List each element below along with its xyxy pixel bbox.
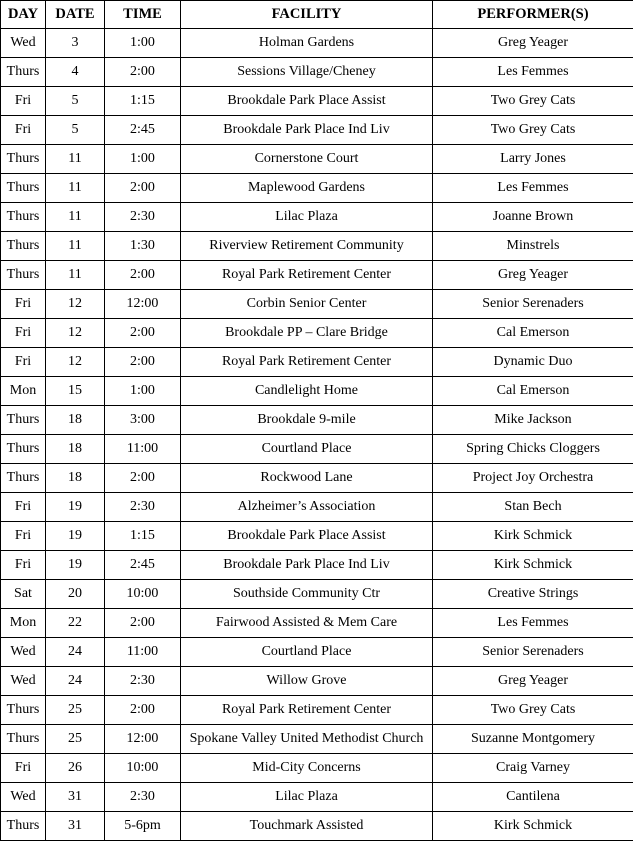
cell-day: Thurs	[1, 203, 46, 232]
cell-date: 12	[46, 290, 105, 319]
cell-performers: Stan Bech	[433, 493, 633, 522]
table-row	[1, 87, 633, 116]
cell-date: 5	[46, 87, 105, 116]
table-row	[1, 290, 633, 319]
cell-facility: Candlelight Home	[181, 377, 433, 406]
cell-day: Thurs	[1, 696, 46, 725]
header-date: DATE	[46, 1, 105, 29]
cell-date: 22	[46, 609, 105, 638]
cell-performers: Craig Varney	[433, 754, 633, 783]
cell-performers: Cantilena	[433, 783, 633, 812]
cell-time: 2:00	[105, 348, 181, 377]
cell-time: 1:30	[105, 232, 181, 261]
cell-performers: Cal Emerson	[433, 377, 633, 406]
cell-day: Thurs	[1, 145, 46, 174]
cell-date: 31	[46, 812, 105, 841]
cell-facility: Royal Park Retirement Center	[181, 348, 433, 377]
cell-time: 1:00	[105, 29, 181, 58]
cell-time: 11:00	[105, 638, 181, 667]
cell-date: 15	[46, 377, 105, 406]
cell-time: 2:00	[105, 464, 181, 493]
cell-time: 2:00	[105, 58, 181, 87]
cell-facility: Spokane Valley United Methodist Church	[181, 725, 433, 754]
cell-day: Fri	[1, 551, 46, 580]
table-row	[1, 145, 633, 174]
cell-date: 11	[46, 174, 105, 203]
cell-time: 3:00	[105, 406, 181, 435]
cell-time: 12:00	[105, 725, 181, 754]
cell-facility: Royal Park Retirement Center	[181, 261, 433, 290]
header-row	[1, 1, 633, 29]
cell-time: 2:00	[105, 174, 181, 203]
table-row	[1, 696, 633, 725]
table-row	[1, 725, 633, 754]
cell-facility: Brookdale Park Place Ind Liv	[181, 551, 433, 580]
cell-date: 4	[46, 58, 105, 87]
cell-day: Thurs	[1, 232, 46, 261]
cell-date: 24	[46, 667, 105, 696]
cell-facility: Holman Gardens	[181, 29, 433, 58]
cell-date: 19	[46, 522, 105, 551]
table-row	[1, 580, 633, 609]
cell-facility: Brookdale 9-mile	[181, 406, 433, 435]
cell-time: 2:00	[105, 609, 181, 638]
cell-time: 1:15	[105, 87, 181, 116]
cell-facility: Southside Community Ctr	[181, 580, 433, 609]
cell-date: 11	[46, 261, 105, 290]
cell-day: Fri	[1, 522, 46, 551]
cell-date: 25	[46, 696, 105, 725]
cell-day: Thurs	[1, 174, 46, 203]
header-performers: PERFORMER(S)	[433, 1, 633, 29]
table-row	[1, 174, 633, 203]
cell-performers: Les Femmes	[433, 174, 633, 203]
cell-day: Thurs	[1, 435, 46, 464]
cell-time: 2:30	[105, 783, 181, 812]
cell-day: Sat	[1, 580, 46, 609]
header-time: TIME	[105, 1, 181, 29]
cell-performers: Joanne Brown	[433, 203, 633, 232]
cell-day: Mon	[1, 609, 46, 638]
cell-performers: Mike Jackson	[433, 406, 633, 435]
cell-facility: Brookdale Park Place Ind Liv	[181, 116, 433, 145]
cell-time: 2:00	[105, 261, 181, 290]
cell-date: 12	[46, 348, 105, 377]
table-row	[1, 203, 633, 232]
cell-performers: Les Femmes	[433, 58, 633, 87]
cell-date: 5	[46, 116, 105, 145]
table-row	[1, 812, 633, 841]
cell-time: 1:00	[105, 145, 181, 174]
cell-facility: Brookdale Park Place Assist	[181, 522, 433, 551]
cell-time: 2:30	[105, 667, 181, 696]
cell-performers: Kirk Schmick	[433, 551, 633, 580]
cell-performers: Two Grey Cats	[433, 116, 633, 145]
cell-facility: Corbin Senior Center	[181, 290, 433, 319]
table-row	[1, 609, 633, 638]
header-facility: FACILITY	[181, 1, 433, 29]
cell-facility: Brookdale PP – Clare Bridge	[181, 319, 433, 348]
cell-performers: Greg Yeager	[433, 261, 633, 290]
cell-facility: Sessions Village/Cheney	[181, 58, 433, 87]
table-row	[1, 783, 633, 812]
cell-date: 19	[46, 551, 105, 580]
table-row	[1, 667, 633, 696]
cell-time: 1:15	[105, 522, 181, 551]
cell-date: 18	[46, 406, 105, 435]
cell-time: 2:30	[105, 493, 181, 522]
table-row	[1, 261, 633, 290]
cell-facility: Riverview Retirement Community	[181, 232, 433, 261]
cell-day: Thurs	[1, 58, 46, 87]
table-row	[1, 551, 633, 580]
cell-facility: Lilac Plaza	[181, 203, 433, 232]
cell-day: Thurs	[1, 725, 46, 754]
cell-performers: Project Joy Orchestra	[433, 464, 633, 493]
cell-performers: Spring Chicks Cloggers	[433, 435, 633, 464]
cell-date: 24	[46, 638, 105, 667]
cell-time: 2:30	[105, 203, 181, 232]
cell-facility: Willow Grove	[181, 667, 433, 696]
table-row	[1, 493, 633, 522]
cell-time: 11:00	[105, 435, 181, 464]
cell-day: Mon	[1, 377, 46, 406]
cell-performers: Les Femmes	[433, 609, 633, 638]
cell-facility: Rockwood Lane	[181, 464, 433, 493]
cell-day: Thurs	[1, 464, 46, 493]
cell-day: Fri	[1, 754, 46, 783]
cell-day: Wed	[1, 638, 46, 667]
cell-facility: Alzheimer’s Association	[181, 493, 433, 522]
table-row	[1, 377, 633, 406]
cell-facility: Brookdale Park Place Assist	[181, 87, 433, 116]
cell-performers: Two Grey Cats	[433, 696, 633, 725]
table-row	[1, 319, 633, 348]
cell-date: 26	[46, 754, 105, 783]
cell-performers: Suzanne Montgomery	[433, 725, 633, 754]
cell-date: 18	[46, 464, 105, 493]
cell-facility: Lilac Plaza	[181, 783, 433, 812]
cell-date: 11	[46, 232, 105, 261]
cell-performers: Kirk Schmick	[433, 812, 633, 841]
cell-facility: Courtland Place	[181, 435, 433, 464]
cell-day: Fri	[1, 87, 46, 116]
table-row	[1, 435, 633, 464]
table-row	[1, 29, 633, 58]
table-row	[1, 58, 633, 87]
cell-performers: Senior Serenaders	[433, 290, 633, 319]
table-row	[1, 522, 633, 551]
cell-performers: Dynamic Duo	[433, 348, 633, 377]
cell-performers: Greg Yeager	[433, 667, 633, 696]
cell-performers: Senior Serenaders	[433, 638, 633, 667]
cell-time: 10:00	[105, 580, 181, 609]
table-row	[1, 464, 633, 493]
cell-performers: Larry Jones	[433, 145, 633, 174]
cell-day: Fri	[1, 348, 46, 377]
table-row	[1, 638, 633, 667]
cell-performers: Cal Emerson	[433, 319, 633, 348]
cell-time: 5-6pm	[105, 812, 181, 841]
cell-date: 3	[46, 29, 105, 58]
cell-time: 12:00	[105, 290, 181, 319]
cell-time: 2:45	[105, 116, 181, 145]
cell-facility: Courtland Place	[181, 638, 433, 667]
cell-performers: Kirk Schmick	[433, 522, 633, 551]
cell-date: 25	[46, 725, 105, 754]
cell-date: 12	[46, 319, 105, 348]
cell-performers: Greg Yeager	[433, 29, 633, 58]
table-row	[1, 754, 633, 783]
cell-performers: Minstrels	[433, 232, 633, 261]
cell-date: 20	[46, 580, 105, 609]
table-row	[1, 348, 633, 377]
cell-date: 11	[46, 145, 105, 174]
cell-facility: Touchmark Assisted	[181, 812, 433, 841]
cell-facility: Fairwood Assisted & Mem Care	[181, 609, 433, 638]
cell-date: 19	[46, 493, 105, 522]
cell-time: 2:00	[105, 696, 181, 725]
cell-day: Thurs	[1, 261, 46, 290]
table-row	[1, 232, 633, 261]
cell-facility: Cornerstone Court	[181, 145, 433, 174]
cell-facility: Maplewood Gardens	[181, 174, 433, 203]
cell-facility: Mid-City Concerns	[181, 754, 433, 783]
cell-date: 18	[46, 435, 105, 464]
cell-facility: Royal Park Retirement Center	[181, 696, 433, 725]
cell-day: Wed	[1, 783, 46, 812]
cell-time: 2:00	[105, 319, 181, 348]
cell-day: Wed	[1, 29, 46, 58]
cell-date: 31	[46, 783, 105, 812]
cell-day: Fri	[1, 319, 46, 348]
schedule-body	[1, 29, 633, 841]
table-row	[1, 116, 633, 145]
cell-day: Thurs	[1, 406, 46, 435]
cell-day: Fri	[1, 116, 46, 145]
cell-day: Fri	[1, 290, 46, 319]
cell-day: Fri	[1, 493, 46, 522]
header-day: DAY	[1, 1, 46, 29]
cell-date: 11	[46, 203, 105, 232]
table-row	[1, 406, 633, 435]
cell-time: 10:00	[105, 754, 181, 783]
cell-time: 2:45	[105, 551, 181, 580]
cell-performers: Two Grey Cats	[433, 87, 633, 116]
cell-day: Thurs	[1, 812, 46, 841]
cell-day: Wed	[1, 667, 46, 696]
cell-time: 1:00	[105, 377, 181, 406]
cell-performers: Creative Strings	[433, 580, 633, 609]
